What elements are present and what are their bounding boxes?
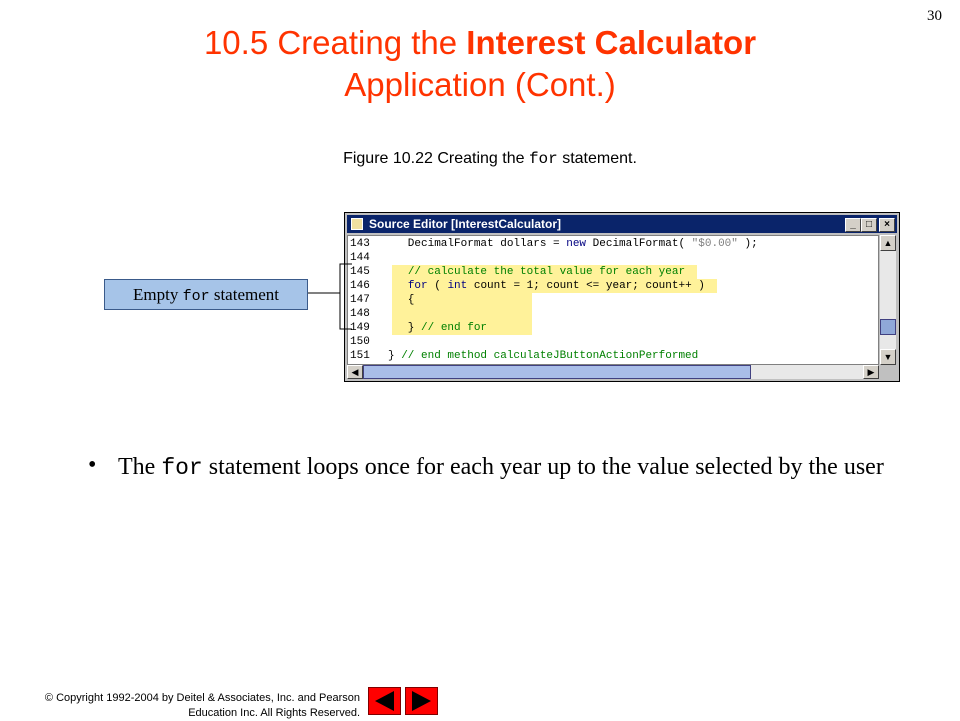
window-titlebar[interactable] bbox=[347, 215, 897, 233]
line-code: { bbox=[388, 294, 415, 306]
minimize-icon[interactable]: _ bbox=[845, 218, 861, 232]
line-number: 143 bbox=[350, 238, 370, 250]
line-number: 150 bbox=[350, 336, 370, 348]
code-line[interactable] bbox=[348, 335, 878, 349]
copyright-line2: Education Inc. All Rights Reserved. bbox=[188, 707, 360, 719]
callout-bracket bbox=[300, 260, 360, 340]
previous-slide-icon bbox=[369, 688, 400, 714]
vertical-scroll-thumb[interactable] bbox=[880, 319, 896, 335]
bullet-prefix: The bbox=[118, 454, 162, 480]
callout-empty-for bbox=[104, 279, 308, 310]
line-code: DecimalFormat dollars = new DecimalFormat( "$0.00" ); bbox=[388, 238, 758, 250]
line-highlight bbox=[392, 307, 532, 321]
window-title: Source Editor [InterestCalculator] bbox=[369, 217, 562, 231]
callout-prefix: Empty bbox=[132, 285, 183, 304]
vertical-scrollbar[interactable] bbox=[880, 235, 896, 365]
line-code: for ( int count = 1; count <= year; count++ ) bbox=[407, 280, 705, 292]
code-line[interactable] bbox=[348, 237, 878, 251]
caption-code: for bbox=[528, 150, 558, 168]
bullet-text bbox=[118, 450, 908, 485]
line-number: 149 bbox=[350, 322, 370, 334]
code-line[interactable] bbox=[348, 251, 878, 265]
source-editor-window bbox=[344, 212, 900, 382]
horizontal-scrollbar[interactable] bbox=[347, 365, 879, 379]
source-editor-icon bbox=[351, 218, 363, 230]
next-slide-icon bbox=[406, 688, 437, 714]
title-bold: Interest Calculator bbox=[466, 24, 757, 61]
code-editor[interactable] bbox=[347, 235, 879, 365]
bullet-marker: • bbox=[88, 452, 97, 478]
line-number: 151 bbox=[350, 350, 370, 362]
code-line[interactable] bbox=[348, 279, 878, 293]
maximize-icon[interactable]: □ bbox=[861, 218, 877, 232]
scroll-up-icon[interactable]: ▲ bbox=[880, 235, 896, 251]
previous-slide-button[interactable] bbox=[368, 687, 401, 715]
page-number: 30 bbox=[927, 8, 942, 24]
line-code: } // end method calculateJButtonActionPerformed bbox=[388, 350, 699, 362]
line-code: // calculate the total value for each year bbox=[407, 266, 686, 278]
title-prefix: 10.5 Creating the bbox=[203, 24, 467, 61]
bullet-code: for bbox=[161, 455, 203, 481]
line-number: 148 bbox=[350, 308, 370, 320]
code-line[interactable] bbox=[348, 293, 878, 307]
line-number: 144 bbox=[350, 252, 370, 264]
code-line[interactable] bbox=[348, 307, 878, 321]
line-number: 147 bbox=[350, 294, 370, 306]
caption-suffix: statement. bbox=[557, 150, 637, 167]
horizontal-scroll-thumb[interactable] bbox=[363, 365, 751, 379]
line-number: 146 bbox=[350, 280, 370, 292]
figure-caption bbox=[0, 150, 960, 168]
line-code: } // end for bbox=[388, 322, 488, 334]
line-number: 145 bbox=[350, 266, 370, 278]
scroll-down-icon[interactable]: ▼ bbox=[880, 349, 896, 365]
next-slide-button[interactable] bbox=[405, 687, 438, 715]
slide-title bbox=[0, 22, 960, 106]
copyright-notice bbox=[8, 691, 360, 721]
scroll-right-icon[interactable]: ▶ bbox=[863, 365, 879, 379]
code-line[interactable] bbox=[348, 349, 878, 363]
bullet-suffix: statement loops once for each year up to the value selected by the user bbox=[202, 454, 884, 480]
caption-prefix: Figure 10.22 Creating the bbox=[343, 150, 529, 167]
code-line[interactable] bbox=[348, 265, 878, 279]
callout-suffix: statement bbox=[209, 285, 279, 304]
copyright-line1: © Copyright 1992-2004 by Deitel & Associates, Inc. and Pearson bbox=[44, 692, 360, 704]
scroll-left-icon[interactable]: ◀ bbox=[347, 365, 363, 379]
code-line[interactable] bbox=[348, 321, 878, 335]
close-icon[interactable]: × bbox=[879, 218, 895, 232]
title-line2: Application (Cont.) bbox=[344, 66, 616, 103]
callout-code: for bbox=[182, 288, 210, 305]
